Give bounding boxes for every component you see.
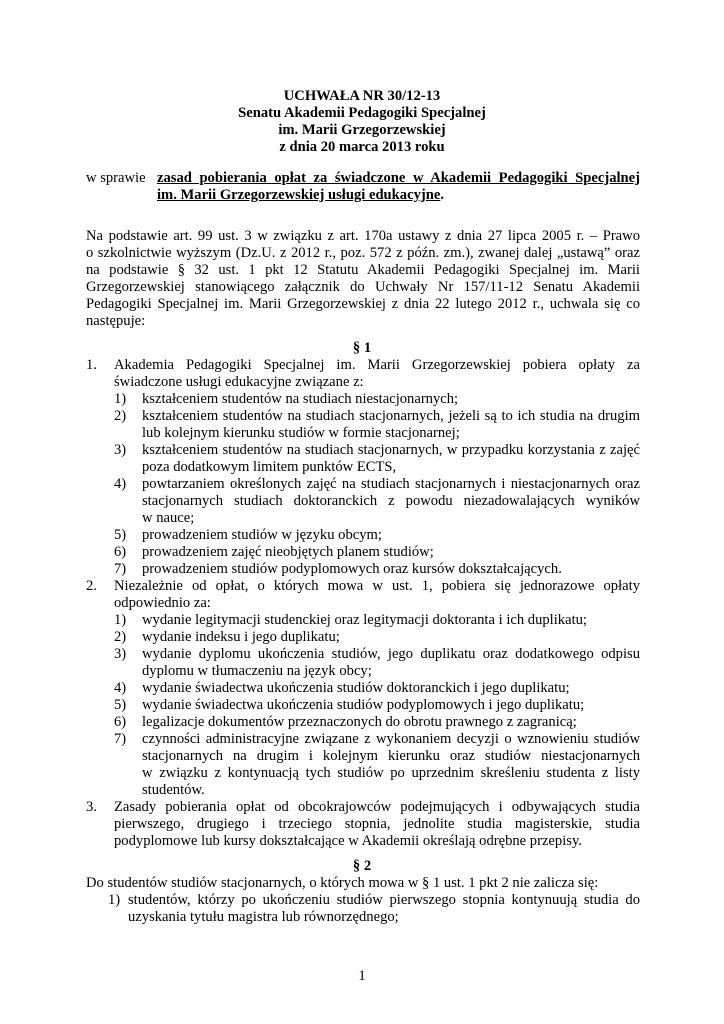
item-line: stacjonarnych na drugim i kolejnym kierunku oraz studiów niestacjonarnych [142,748,640,764]
paragraph-line: podyplomowe lub kursy dokształcające w Akademii określają odrębne przepisy. [114,833,582,849]
item-number: 4) [114,476,127,492]
item-line: legalizacje dokumentów przeznaczonych do obrotu prawnego z zagranicą; [142,714,577,730]
paragraph-text [114,799,640,850]
item-number: 4) [114,680,127,696]
item-line: studentów. [142,782,205,798]
paragraph-line: Akademia Pedagogiki Specjalnej im. Marii Grzegorzewskiej pobiera opłaty za [114,357,640,373]
item-number: 5) [114,527,127,543]
preamble [86,228,640,330]
item-line: prowadzeniem studiów w języku obcym; [142,527,382,543]
subject-period: . [440,187,444,203]
item-line: w nauce; [142,510,195,526]
issuer-name-line: im. Marii Grzegorzewskiej [278,122,446,138]
section-2-intro: Do studentów studiów stacjonarnych, o których mowa w § 1 ust. 1 pkt 2 nie zalicza się: [86,875,599,891]
paragraph-line: odpowiednio za: [114,595,211,611]
preamble-line: Grzegorzewskiej stanowiącego załącznik do Uchwały Nr 157/11-12 Senatu Akademii [86,279,640,295]
item-line: uzyskania tytułu magistra lub równorzędnego; [128,909,399,925]
paragraph-line: Niezależnie od opłat, o których mowa w ust. 1, pobiera się jednorazowe opłaty [114,578,640,594]
paragraph-line: świadczone usługi edukacyjne związane z: [114,374,364,390]
item-line: w związku z kontynuacją tych studiów po uprzednim skreśleniu studenta z listy [142,765,640,781]
item-line: prowadzeniem studiów podyplomowych oraz kursów dokształcających. [142,561,562,577]
preamble-line: na podstawie § 32 ust. 1 pkt 12 Statutu Akademii Pedagogiki Specjalnej im. Marii [86,262,640,278]
item-number: 2) [114,408,127,424]
section-2 [86,875,640,925]
paragraph-number: 3. [86,799,97,815]
resolution-header [0,88,724,156]
paragraph-number: 1. [86,357,97,373]
item-line: czynności administracyjne związane z wykonaniem decyzji o wznowieniu studiów [142,731,640,747]
subject-title-line-2-text: im. Marii Grzegorzewskiej usługi edukacyjne [157,187,441,203]
item-number: 3) [114,646,127,662]
issuer-line: Senatu Akademii Pedagogiki Specjalnej [238,105,486,121]
item-line: wydanie dyplomu ukończenia studiów, jego duplikatu oraz dodatkowego odpisu [142,646,640,662]
item-number: 2) [114,629,127,645]
item-line: lub kolejnym kierunku studiów w formie stacjonarnej; [142,425,460,441]
item-line: prowadzeniem zajęć nieobjętych planem studiów; [142,544,434,560]
subject-title-line-1: zasad pobierania opłat za świadczone w Akademii Pedagogiki Specjalnej [157,170,640,186]
item-line: kształceniem studentów na studiach niestacjonarnych; [142,391,459,407]
item-line: studentów, którzy po ukończeniu studiów pierwszego stopnia kontynuują studia do [128,892,640,908]
preamble-line: następuje: [86,313,146,329]
item-line: stacjonarnych studiach doktoranckich z powodu niezadowalających wyników [142,493,640,509]
item-number: 1) [108,892,121,908]
page-number: 1 [358,968,366,984]
item-number: 6) [114,544,127,560]
paragraph-text [114,357,640,391]
item-number: 6) [114,714,127,730]
paragraph-number: 2. [86,578,97,594]
item-number: 1) [114,391,127,407]
preamble-line: Pedagogiki Specjalnej im. Marii Grzegorzewskiej z dnia 22 lutego 2012 r., uchwala się co [86,296,640,312]
item-number: 5) [114,697,127,713]
item-line: powtarzaniem określonych zajęć na studiach stacjonarnych i niestacjonarnych oraz [142,476,640,492]
section-2-heading: § 2 [352,858,372,874]
item-number: 3) [114,442,127,458]
item-number: 7) [114,731,127,747]
item-number: 1) [114,612,127,628]
resolution-date: z dnia 20 marca 2013 roku [279,139,445,155]
preamble-line: o szkolnictwie wyższym (Dz.U. z 2012 r., poz. 572 z późn. zm.), zwanej dalej „ustawą” oraz [86,245,640,261]
item-line: dyplomu w tłumaczeniu na język obcy; [142,663,372,679]
item-line: kształceniem studentów na studiach stacjonarnych, jeżeli są to ich studia na drugim [142,408,640,424]
item-line: wydanie świadectwa ukończenia studiów doktoranckich i jego duplikatu; [142,680,570,696]
item-line: wydanie legitymacji studenckiej oraz legitymacji doktoranta i ich duplikatu; [142,612,587,628]
paragraph-line: Zasady pobierania opłat od obcokrajowców podejmujących i odbywających studia [114,799,640,815]
item-line: wydanie indeksu i jego duplikatu; [142,629,340,645]
subject-title-line-2 [157,187,444,204]
item-line: poza dodatkowym limitem punktów ECTS, [142,459,397,475]
item-line: kształceniem studentów na studiach stacjonarnych, w przypadku korzystania z zajęć [142,442,640,458]
subject-lead: w sprawie [86,170,146,186]
item-line: wydanie świadectwa ukończenia studiów podyplomowych i jego duplikatu; [142,697,585,713]
section-1-heading: § 1 [352,340,372,356]
paragraph-line: pierwszego, drugiego i trzeciego stopnia, jednolite studia magisterskie, studia [114,816,640,832]
resolution-number: UCHWAŁA NR 30/12-13 [283,88,441,104]
preamble-line: Na podstawie art. 99 ust. 3 w związku z art. 170a ustawy z dnia 27 lipca 2005 r. – Prawo [86,228,640,244]
item-number: 7) [114,561,127,577]
paragraph-text [114,578,640,612]
